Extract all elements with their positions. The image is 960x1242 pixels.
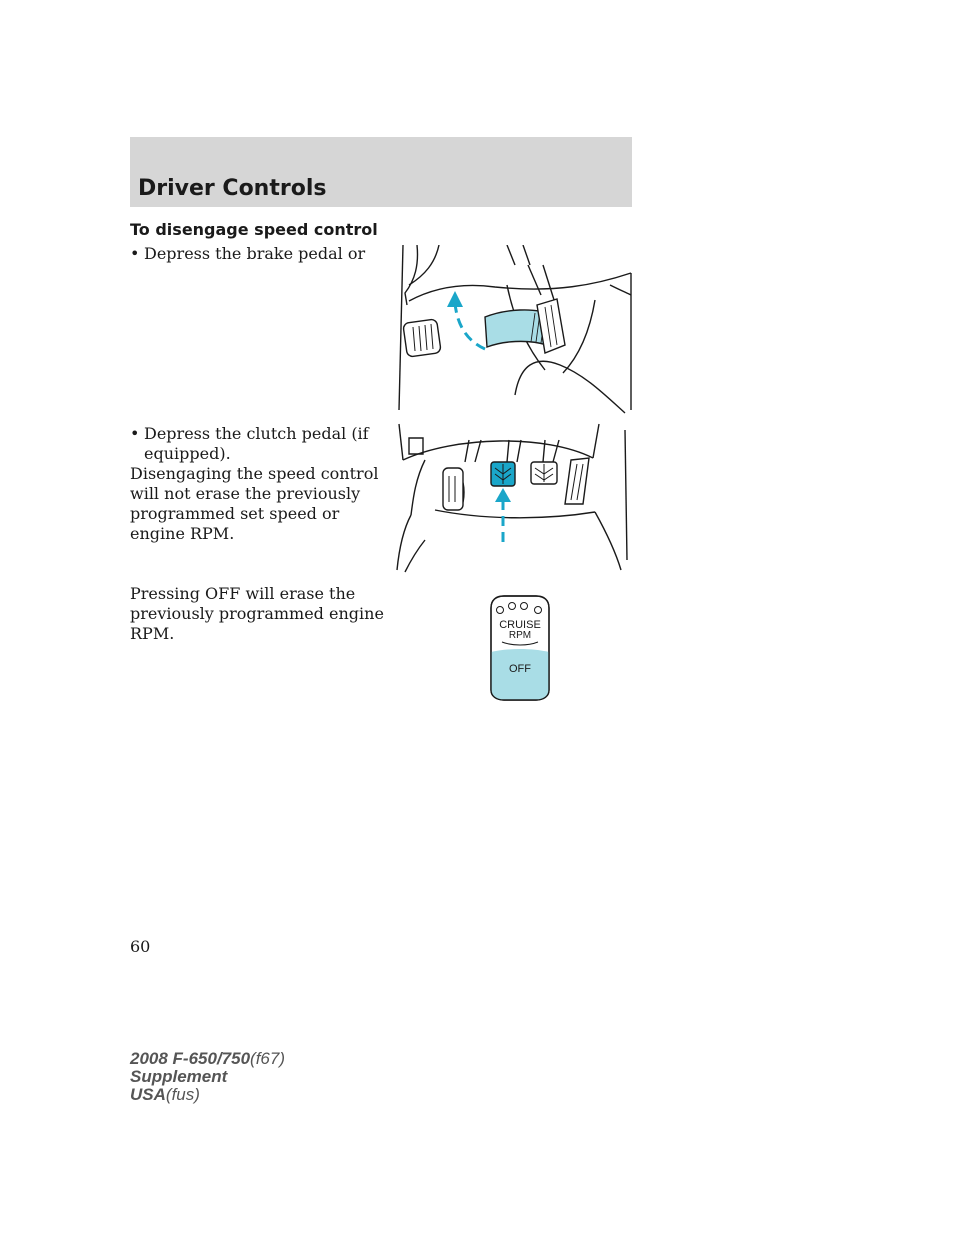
switch-label-rpm: RPM [508,630,532,641]
footer-line-1 [130,1050,285,1068]
footer-supplement: Supplement [130,1067,228,1086]
bullet-text: Depress the brake pedal or [144,244,366,263]
bullet-dot: • [130,424,140,443]
second-pedal-shape [531,462,557,484]
footer-model-code: (f67) [250,1049,286,1068]
press-arrow-icon [495,488,511,542]
paragraph-disengage: Disengaging the speed control will not erase the previously programmed set speed or engine RPM. [130,464,379,543]
clutch-pedal-illustration [395,420,635,575]
footer-market-code: (fus) [165,1085,200,1104]
cruise-switch-illustration [488,594,552,702]
bullet-text: Depress the clutch pedal (if equipped). [144,424,369,463]
highlighted-clutch-shape [491,462,515,486]
bullet-dot: • [130,244,140,263]
page-number: 60 [130,937,151,956]
section-title: Driver Controls [138,176,327,201]
subheading: To disengage speed control [130,220,378,239]
switch-label-off: OFF [509,663,531,675]
switch-label-cruise: CRUISE [499,619,541,631]
paragraph-off: Pressing OFF will erase the previously programmed engine RPM. [130,584,384,643]
clutch-pedal-shape [403,319,441,357]
footer-market: USA [130,1085,166,1104]
press-arrow-icon [447,291,485,349]
accelerator-pedal-shape [537,299,565,353]
brake-pedal-illustration [395,245,635,415]
footer [130,1050,285,1104]
footer-model: 2008 F-650/750 [130,1049,251,1068]
footer-line-2 [130,1068,285,1086]
accelerator-shape [565,458,589,504]
footer-line-3 [130,1086,285,1104]
park-pedal-shape [443,468,463,510]
